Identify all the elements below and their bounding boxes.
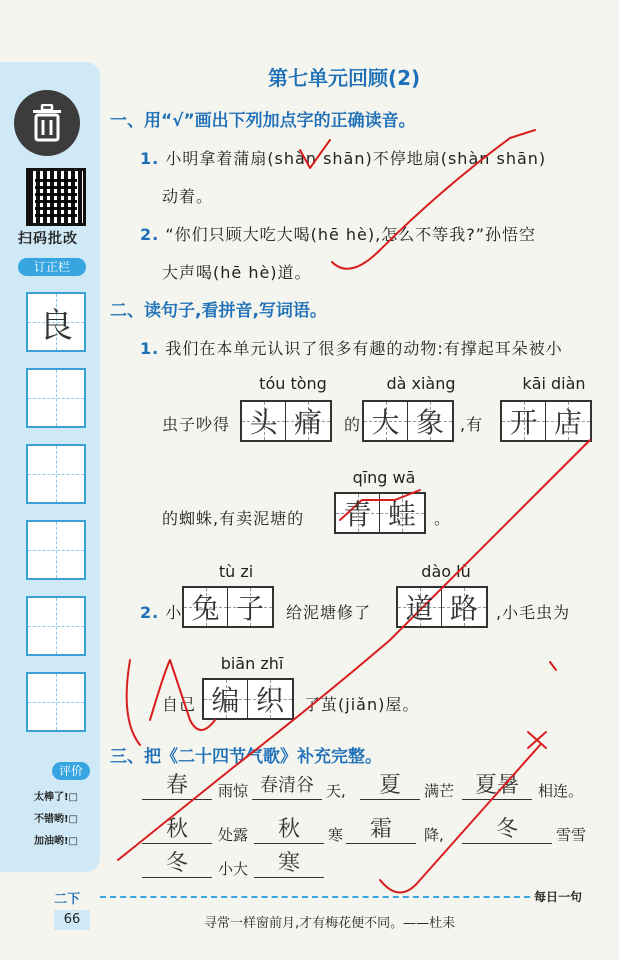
s2-q1-mid1: 的: [344, 415, 362, 434]
scan-label: 扫码批改: [18, 231, 78, 247]
row1-text-4: 相连。: [538, 782, 584, 800]
fix-column-label: 订正栏: [18, 258, 86, 276]
pinyin-bianzhi: biān zhī: [220, 654, 284, 673]
eval-option-great[interactable]: 太棒了!□: [34, 792, 79, 803]
section3-heading: 三、把《二十四节气歌》补充完整。: [110, 747, 382, 767]
blank-row2-2[interactable]: 秋: [254, 818, 324, 844]
s2-q2-mid: 给泥塘修了: [286, 603, 372, 622]
pinyin-kaidian: kāi diàn: [522, 374, 586, 393]
s2-q1-line1: 1. 我们在本单元认识了很多有趣的动物:有撑起耳朵被小: [140, 339, 563, 358]
fix-box[interactable]: [26, 444, 86, 504]
trash-icon: [30, 104, 64, 142]
s2-q2-post: ,小毛虫为: [496, 603, 571, 622]
answer-char: 痛: [293, 406, 322, 439]
answer-char: 子: [235, 592, 264, 625]
answer-char: 象: [415, 406, 444, 439]
answer-char: 编: [211, 684, 240, 717]
answer-char: 头: [249, 406, 278, 439]
pinyin-tuzi: tù zi: [218, 562, 254, 581]
blank-row1-2[interactable]: 春清谷: [252, 774, 322, 800]
blank-row1-4[interactable]: 夏暑: [462, 774, 532, 800]
tick-mark: [550, 662, 556, 670]
fix-char: 良: [39, 305, 73, 346]
s2-q2-pre: 2. 小: [140, 603, 183, 622]
answer-char: 蛙: [387, 498, 416, 531]
blank-row1-1[interactable]: 春: [142, 774, 212, 800]
evaluation-label: 评价: [52, 762, 90, 780]
s1-q2-line2: 大声喝(hē hè)道。: [162, 263, 312, 282]
answer-grid-daxiang[interactable]: [362, 400, 454, 442]
s1-q2-line1: 2. “你们只顾大吃大喝(hē hè),怎么不等我?”孙悟空: [140, 225, 537, 244]
delete-button[interactable]: [14, 90, 80, 156]
row1-text-3: 满芒: [424, 782, 455, 800]
row2-text-3: 降,: [424, 826, 444, 844]
row1-text-1: 雨惊: [218, 782, 249, 800]
s1-q1-line1: 1. 小明拿着蒲扇(shàn shān)不停地扇(shàn shān): [140, 149, 547, 168]
answer-char: 织: [255, 684, 284, 717]
answer-char: 开: [509, 406, 538, 439]
s2-q1-pre: 虫子吵得: [162, 415, 231, 434]
s2-q2-line2-post: 了茧(jiǎn)屋。: [304, 695, 420, 714]
answer-grid-tuzi[interactable]: [182, 586, 274, 628]
blank-row3-1[interactable]: 冬: [142, 852, 212, 878]
answer-grid-qingwa[interactable]: [334, 492, 426, 534]
daily-quote: 寻常一样窗前月,才有梅花便不同。——杜耒: [204, 916, 456, 931]
fix-box[interactable]: [26, 672, 86, 732]
row2-text-4: 雪雪: [556, 826, 587, 844]
fix-box[interactable]: [26, 368, 86, 428]
pinyin-tutong: tóu tòng: [259, 374, 327, 393]
qr-code[interactable]: [26, 168, 86, 226]
fix-box[interactable]: [26, 292, 86, 352]
row3-text-1: 小大: [218, 860, 249, 878]
blank-row3-2[interactable]: 寒: [254, 852, 324, 878]
answer-char: 路: [449, 592, 478, 625]
s1-q1-line2: 动着。: [162, 187, 214, 206]
eval-option-good[interactable]: 不错哟!□: [34, 814, 79, 825]
grade-label: 二下: [54, 892, 81, 907]
answer-grid-kaidian[interactable]: [500, 400, 592, 442]
blank-row1-3[interactable]: 夏: [360, 774, 420, 800]
answer-char: 兔: [191, 592, 220, 625]
pinyin-qingwa: qīng wā: [352, 468, 416, 487]
answer-char: 道: [405, 592, 434, 625]
answer-grid-bianzhi[interactable]: [202, 678, 294, 720]
row2-text-2: 寒: [328, 826, 344, 844]
pinyin-daolu: dào lù: [421, 562, 471, 581]
row2-text-1: 处露: [218, 826, 249, 844]
blank-row2-1[interactable]: 秋: [142, 818, 212, 844]
pinyin-daxiang: dà xiàng: [386, 374, 456, 393]
s2-q2-line2-pre: 自己: [162, 695, 197, 714]
section1-heading: 一、用“√”画出下列加点字的正确读音。: [110, 111, 416, 131]
answer-char: 大: [371, 406, 400, 439]
page-title: 第七单元回顾(2): [268, 66, 421, 90]
blank-row2-4[interactable]: 冬: [462, 818, 552, 844]
tick-mark: [528, 732, 546, 748]
divider: [100, 896, 530, 898]
blank-row2-3[interactable]: 霜: [346, 818, 416, 844]
fix-box[interactable]: [26, 520, 86, 580]
s2-q1-mid2: ,有: [460, 415, 484, 434]
s2-q1-line3-post: 。: [434, 509, 452, 528]
answer-grid-daolu[interactable]: [396, 586, 488, 628]
tick-mark: [127, 660, 140, 745]
daily-quote-label: 每日一句: [534, 890, 583, 904]
row1-text-2: 天,: [326, 782, 346, 800]
answer-char: 店: [553, 406, 582, 439]
eval-option-keep-trying[interactable]: 加油哟!□: [34, 836, 79, 847]
section2-heading: 二、读句子,看拼音,写词语。: [110, 301, 327, 321]
page-number: 66: [54, 910, 90, 930]
s2-q1-line3-pre: 的蜘蛛,有卖泥塘的: [162, 509, 305, 528]
answer-grid-tutong[interactable]: [240, 400, 332, 442]
fix-box[interactable]: [26, 596, 86, 656]
answer-char: 青: [343, 498, 372, 531]
